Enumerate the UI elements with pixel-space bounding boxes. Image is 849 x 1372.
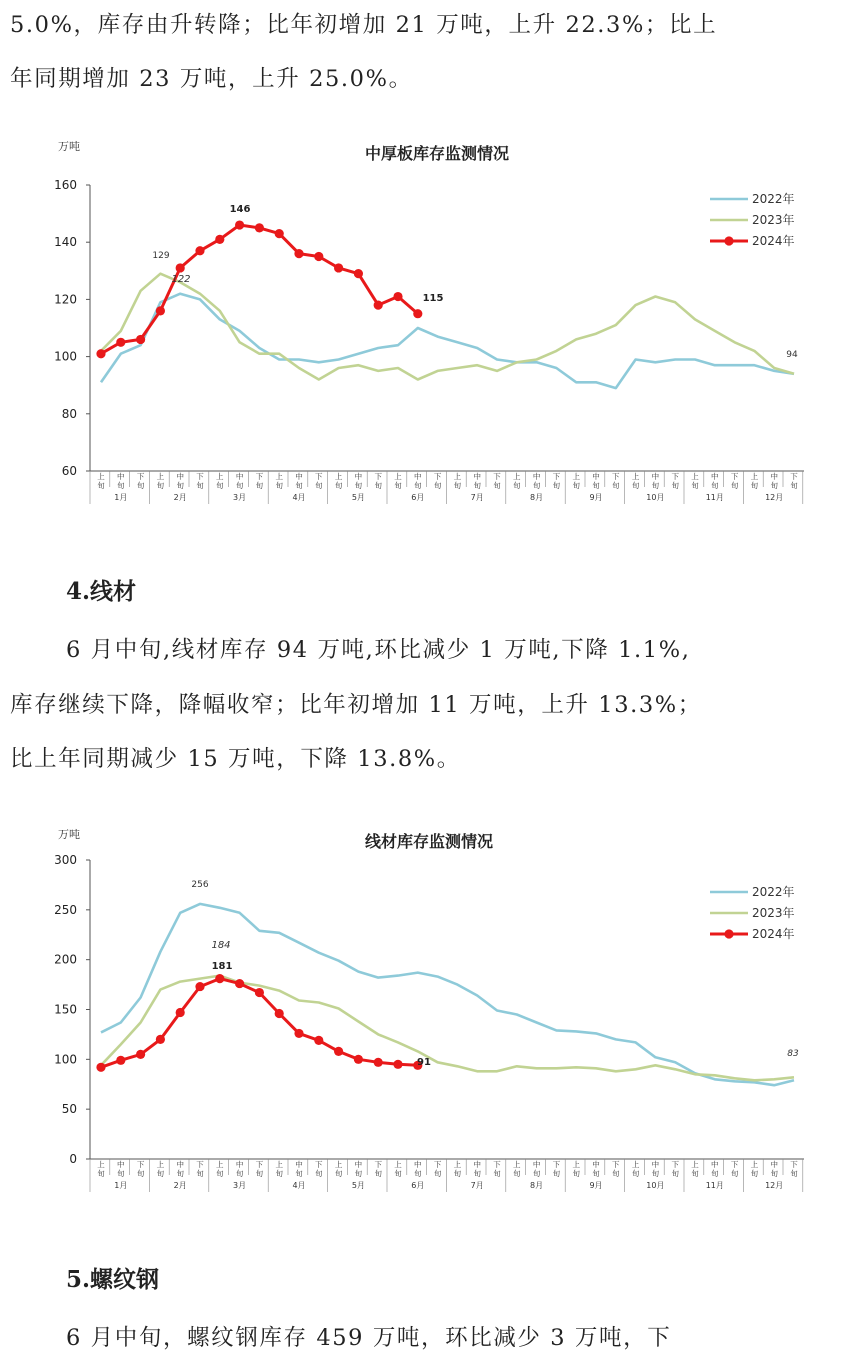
section-heading: 4.线材	[66, 578, 137, 605]
x-tick-label: 下	[730, 472, 739, 481]
month-label: 10月	[646, 493, 665, 502]
x-tick-label: 旬	[136, 481, 145, 490]
data-point	[156, 306, 165, 315]
x-tick-label: 旬	[275, 1169, 283, 1178]
x-tick-label: 下	[552, 472, 561, 481]
x-tick-label: 旬	[354, 481, 363, 490]
data-point	[215, 974, 224, 983]
x-tick-label: 旬	[671, 1169, 679, 1178]
x-tick-label: 旬	[295, 481, 303, 490]
legend-label: 2022年	[752, 192, 795, 206]
legend-label: 2023年	[752, 906, 795, 920]
month-label: 8月	[530, 493, 544, 502]
x-tick-label: 旬	[691, 481, 699, 490]
x-tick-label: 上	[156, 1160, 165, 1169]
x-tick-label: 旬	[196, 1169, 204, 1178]
x-tick-label: 下	[136, 472, 145, 481]
x-tick-label: 上	[453, 1160, 462, 1169]
x-tick-label: 旬	[532, 1169, 541, 1178]
wire-rod-inventory-chart	[0, 820, 849, 1205]
x-tick-label: 中	[711, 1160, 719, 1169]
annotation-label: 129	[152, 251, 170, 261]
unit-label: 万吨	[58, 828, 80, 841]
x-tick-label: 中	[354, 1160, 363, 1169]
x-tick-label: 旬	[136, 1169, 145, 1178]
x-tick-label: 旬	[651, 481, 660, 490]
month-label: 11月	[705, 493, 724, 502]
data-point	[294, 249, 303, 258]
x-tick-label: 上	[631, 1160, 640, 1169]
x-tick-label: 旬	[453, 481, 462, 490]
x-tick-label: 上	[572, 472, 580, 481]
paragraph-line: 年同期增加 23 万吨，上升 25.0%。	[10, 66, 413, 92]
month-label: 1月	[114, 493, 128, 502]
plate-inventory-chart	[0, 130, 849, 520]
month-label: 2月	[173, 493, 187, 502]
month-label: 11月	[705, 1181, 724, 1190]
y-tick-label: 100	[54, 1052, 77, 1067]
x-tick-label: 旬	[235, 481, 244, 490]
y-tick-label: 50	[61, 1102, 77, 1117]
x-tick-label: 上	[750, 1160, 759, 1169]
x-tick-label: 中	[295, 1160, 303, 1169]
x-tick-label: 旬	[552, 481, 561, 490]
x-tick-label: 中	[414, 472, 422, 481]
x-tick-label: 旬	[374, 481, 382, 490]
y-tick-label: 250	[54, 902, 77, 917]
x-tick-label: 中	[414, 1160, 422, 1169]
x-tick-label: 旬	[631, 481, 640, 490]
annotation-label: 115	[422, 293, 444, 304]
data-point	[136, 1050, 145, 1059]
x-tick-label: 下	[433, 472, 442, 481]
x-tick-label: 旬	[750, 481, 759, 490]
x-tick-label: 旬	[394, 1169, 402, 1178]
x-tick-label: 旬	[433, 481, 442, 490]
paragraph-line: 6 月中旬，螺纹钢库存 459 万吨，环比减少 3 万吨，下	[66, 1325, 672, 1351]
x-tick-label: 中	[532, 472, 541, 481]
y-tick-label: 60	[61, 464, 77, 478]
month-label: 4月	[292, 1181, 306, 1190]
data-point	[314, 1036, 323, 1045]
x-tick-label: 旬	[97, 1169, 105, 1178]
x-tick-label: 旬	[473, 1169, 481, 1178]
x-tick-label: 下	[730, 1160, 739, 1169]
x-tick-label: 下	[196, 472, 204, 481]
data-point	[176, 263, 185, 272]
legend-label: 2024年	[752, 927, 795, 941]
month-label: 3月	[233, 1181, 247, 1190]
data-point	[215, 235, 224, 244]
x-tick-label: 旬	[433, 1169, 442, 1178]
data-point	[116, 338, 125, 347]
x-tick-label: 上	[691, 1160, 699, 1169]
x-tick-label: 旬	[235, 1169, 244, 1178]
data-point	[255, 223, 264, 232]
x-tick-label: 下	[255, 472, 264, 481]
legend-marker	[724, 929, 733, 938]
data-point	[374, 1058, 383, 1067]
x-tick-label: 下	[671, 1160, 679, 1169]
x-tick-label: 上	[572, 1160, 580, 1169]
x-tick-label: 中	[473, 1160, 481, 1169]
data-point	[275, 229, 284, 238]
x-tick-label: 旬	[315, 1169, 323, 1178]
x-tick-label: 上	[513, 472, 521, 481]
x-tick-label: 旬	[255, 481, 264, 490]
x-tick-label: 旬	[473, 481, 481, 490]
x-tick-label: 上	[156, 472, 165, 481]
x-tick-label: 中	[651, 1160, 660, 1169]
x-tick-label: 下	[671, 472, 679, 481]
x-tick-label: 旬	[532, 481, 541, 490]
x-tick-label: 旬	[612, 481, 620, 490]
x-tick-label: 下	[493, 1160, 501, 1169]
x-tick-label: 上	[631, 472, 640, 481]
x-tick-label: 旬	[255, 1169, 264, 1178]
x-tick-label: 旬	[176, 481, 184, 490]
legend	[710, 191, 795, 248]
data-point	[354, 1055, 363, 1064]
y-tick-label: 150	[54, 1002, 77, 1017]
unit-label: 万吨	[58, 140, 80, 153]
x-tick-label: 上	[275, 1160, 283, 1169]
x-tick-label: 旬	[176, 1169, 184, 1178]
x-tick-label: 旬	[513, 1169, 521, 1178]
annotation-label: 184	[211, 940, 231, 951]
x-tick-label: 中	[235, 1160, 244, 1169]
x-tick-label: 旬	[691, 1169, 699, 1178]
x-tick-label: 上	[216, 1160, 224, 1169]
x-tick-label: 下	[612, 472, 620, 481]
x-tick-label: 下	[196, 1160, 204, 1169]
data-point	[354, 269, 363, 278]
y-tick-label: 140	[54, 235, 77, 250]
x-tick-label: 旬	[493, 481, 501, 490]
x-tick-label: 旬	[196, 481, 204, 490]
y-tick-label: 300	[54, 853, 77, 867]
x-tick-label: 旬	[117, 1169, 125, 1178]
data-point	[374, 301, 383, 310]
data-point	[334, 263, 343, 272]
y-tick-label: 0	[69, 1152, 77, 1166]
x-tick-label: 上	[334, 1160, 343, 1169]
x-tick-label: 旬	[770, 1169, 778, 1178]
x-tick-label: 上	[275, 472, 283, 481]
series-line-2024	[101, 225, 418, 354]
series-line-2023	[101, 274, 794, 380]
paragraph-line: 比上年同期减少 15 万吨，下降 13.8%。	[10, 746, 461, 772]
y-tick-label: 200	[54, 952, 77, 967]
x-tick-label: 下	[136, 1160, 145, 1169]
x-tick-label: 旬	[374, 1169, 382, 1178]
x-tick-label: 中	[176, 1160, 184, 1169]
x-tick-label: 中	[473, 472, 481, 481]
x-tick-label: 下	[493, 472, 501, 481]
data-point	[136, 335, 145, 344]
x-tick-label: 中	[770, 1160, 778, 1169]
legend-marker	[724, 236, 733, 245]
month-label: 9月	[589, 1181, 603, 1190]
x-tick-label: 旬	[750, 1169, 759, 1178]
x-tick-label: 旬	[117, 481, 125, 490]
x-tick-label: 旬	[592, 1169, 600, 1178]
month-label: 6月	[411, 1181, 425, 1190]
data-point	[294, 1029, 303, 1038]
x-tick-label: 下	[433, 1160, 442, 1169]
x-tick-label: 旬	[790, 1169, 798, 1178]
x-tick-label: 旬	[730, 481, 739, 490]
x-tick-label: 旬	[711, 481, 719, 490]
data-point	[393, 1060, 402, 1069]
x-tick-label: 下	[255, 1160, 264, 1169]
month-label: 10月	[646, 1181, 665, 1190]
x-tick-label: 旬	[790, 481, 798, 490]
month-label: 6月	[411, 493, 425, 502]
data-point	[235, 979, 244, 988]
x-tick-label: 上	[334, 472, 343, 481]
x-tick-label: 中	[711, 472, 719, 481]
x-tick-label: 旬	[216, 1169, 224, 1178]
x-tick-label: 上	[453, 472, 462, 481]
x-tick-label: 旬	[414, 481, 422, 490]
x-tick-label: 旬	[711, 1169, 719, 1178]
annotation-label: 94	[786, 350, 798, 360]
annotation-label: 146	[229, 204, 251, 215]
x-tick-label: 旬	[592, 481, 600, 490]
x-tick-label: 旬	[414, 1169, 422, 1178]
paragraph-line: 6 月中旬,线材库存 94 万吨,环比减少 1 万吨,下降 1.1%,	[66, 637, 691, 663]
month-label: 9月	[589, 493, 603, 502]
x-tick-label: 下	[374, 1160, 382, 1169]
x-tick-label: 下	[790, 472, 798, 481]
x-tick-label: 中	[592, 1160, 600, 1169]
series-line-2022	[101, 904, 794, 1085]
x-tick-label: 下	[552, 1160, 561, 1169]
x-tick-label: 旬	[97, 481, 105, 490]
data-point	[314, 252, 323, 261]
data-point	[96, 1063, 105, 1072]
x-tick-label: 中	[592, 472, 600, 481]
legend-label: 2022年	[752, 885, 795, 899]
month-label: 5月	[351, 1181, 365, 1190]
data-point	[195, 246, 204, 255]
annotation-label: 122	[171, 274, 191, 285]
x-tick-label: 旬	[572, 1169, 580, 1178]
x-tick-label: 旬	[770, 481, 778, 490]
data-point	[195, 982, 204, 991]
x-tick-label: 下	[315, 1160, 323, 1169]
annotation-label: 91	[417, 1057, 431, 1068]
x-tick-label: 旬	[671, 481, 679, 490]
x-tick-label: 旬	[354, 1169, 363, 1178]
x-tick-label: 旬	[631, 1169, 640, 1178]
x-tick-label: 旬	[334, 481, 343, 490]
x-tick-label: 旬	[275, 481, 283, 490]
data-point	[413, 309, 422, 318]
x-tick-label: 旬	[651, 1169, 660, 1178]
x-tick-label: 下	[374, 472, 382, 481]
x-tick-label: 下	[612, 1160, 620, 1169]
month-label: 7月	[470, 1181, 484, 1190]
data-point	[255, 988, 264, 997]
y-tick-label: 100	[54, 349, 77, 364]
x-tick-label: 旬	[513, 481, 521, 490]
month-label: 12月	[765, 1181, 784, 1190]
series-line-2023	[101, 976, 794, 1081]
x-tick-label: 下	[315, 472, 323, 481]
x-tick-label: 上	[97, 1160, 105, 1169]
month-label: 12月	[765, 493, 784, 502]
x-tick-label: 上	[691, 472, 699, 481]
paragraph-line: 5.0%，库存由升转降；比年初增加 21 万吨，上升 22.3%；比上	[10, 12, 718, 38]
data-point	[275, 1009, 284, 1018]
series-line-2022	[101, 294, 794, 388]
x-tick-label: 上	[394, 1160, 402, 1169]
x-tick-label: 上	[513, 1160, 521, 1169]
x-tick-label: 上	[394, 472, 402, 481]
x-tick-label: 旬	[552, 1169, 561, 1178]
annotation-label: 83	[787, 1049, 799, 1059]
x-tick-label: 中	[651, 472, 660, 481]
x-tick-label: 旬	[453, 1169, 462, 1178]
data-point	[334, 1047, 343, 1056]
x-tick-label: 中	[176, 472, 184, 481]
x-tick-label: 中	[235, 472, 244, 481]
section-heading: 5.螺纹钢	[66, 1266, 160, 1293]
month-label: 5月	[351, 493, 365, 502]
x-tick-label: 上	[216, 472, 224, 481]
x-tick-label: 旬	[394, 481, 402, 490]
x-tick-label: 旬	[572, 481, 580, 490]
x-tick-label: 中	[117, 1160, 125, 1169]
x-tick-label: 下	[790, 1160, 798, 1169]
x-tick-label: 中	[532, 1160, 541, 1169]
legend-label: 2024年	[752, 234, 795, 248]
x-tick-label: 旬	[295, 1169, 303, 1178]
data-point	[176, 1008, 185, 1017]
y-tick-label: 160	[54, 178, 77, 192]
y-tick-label: 80	[61, 406, 77, 421]
x-tick-label: 旬	[730, 1169, 739, 1178]
month-label: 7月	[470, 493, 484, 502]
x-tick-label: 旬	[493, 1169, 501, 1178]
x-tick-label: 旬	[156, 481, 165, 490]
month-label: 8月	[530, 1181, 544, 1190]
month-label: 4月	[292, 493, 306, 502]
x-tick-label: 旬	[315, 481, 323, 490]
data-point	[96, 349, 105, 358]
paragraph-line: 库存继续下降，降幅收窄；比年初增加 11 万吨，上升 13.3%；	[10, 692, 702, 718]
x-tick-label: 旬	[334, 1169, 343, 1178]
data-point	[393, 292, 402, 301]
x-tick-label: 旬	[156, 1169, 165, 1178]
data-point	[116, 1056, 125, 1065]
y-tick-label: 120	[54, 292, 77, 307]
chart-title: 线材库存监测情况	[364, 832, 494, 851]
legend	[710, 884, 795, 941]
legend-label: 2023年	[752, 213, 795, 227]
x-tick-label: 旬	[612, 1169, 620, 1178]
month-label: 2月	[173, 1181, 187, 1190]
x-tick-label: 旬	[216, 481, 224, 490]
annotation-label: 256	[191, 880, 209, 890]
x-tick-label: 中	[295, 472, 303, 481]
chart-title: 中厚板库存监测情况	[364, 144, 510, 163]
x-tick-label: 上	[750, 472, 759, 481]
x-tick-label: 中	[354, 472, 363, 481]
month-label: 3月	[233, 493, 247, 502]
data-point	[235, 220, 244, 229]
month-label: 1月	[114, 1181, 128, 1190]
x-tick-label: 中	[117, 472, 125, 481]
data-point	[156, 1035, 165, 1044]
x-tick-label: 上	[97, 472, 105, 481]
annotation-label: 181	[211, 961, 233, 972]
x-tick-label: 中	[770, 472, 778, 481]
